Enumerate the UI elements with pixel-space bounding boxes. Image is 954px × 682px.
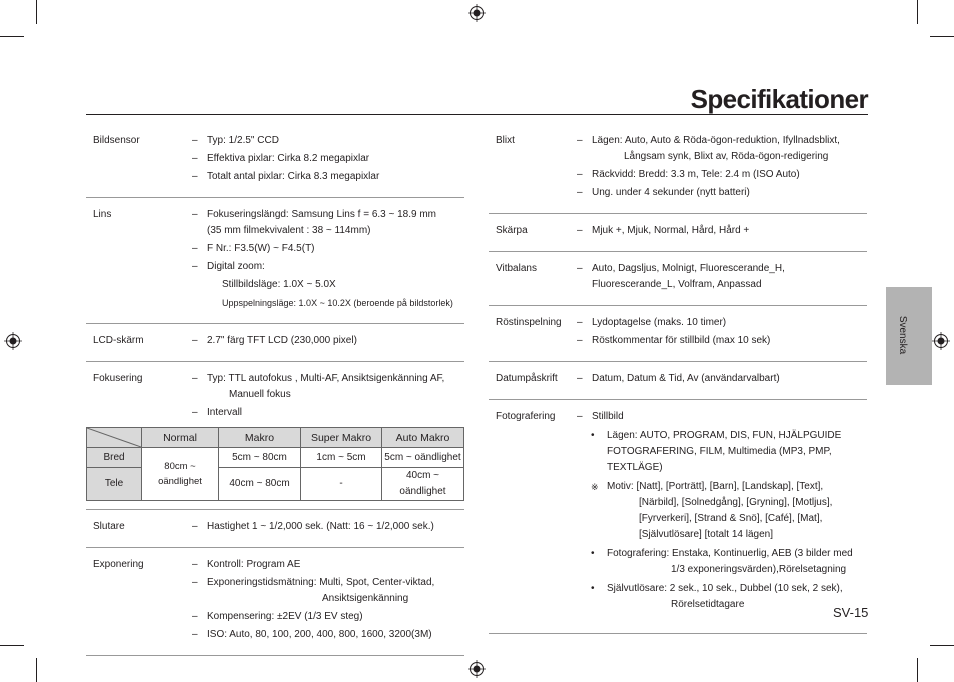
spec-label: Fotografering: [496, 411, 556, 422]
crop-mark: [36, 658, 37, 682]
language-tab-label: Svenska: [897, 315, 908, 355]
spec-row-rostinspelning: [489, 306, 867, 362]
crop-mark: [917, 0, 918, 24]
spec-label: Lins: [93, 209, 112, 220]
spec-bullet: • Självutlösare: 2 sek., 10 sek., Dubbel (10 sek, 2 sek), Rörelsetidtagare: [591, 583, 843, 610]
spec-row-lins: [86, 198, 464, 324]
spec-row-exponering: [86, 548, 464, 656]
spec-label: Vitbalans: [496, 263, 537, 274]
spec-label: Skärpa: [496, 225, 528, 236]
spec-label: Fokusering: [93, 373, 143, 384]
spec-row-fotografering: [489, 400, 867, 634]
diagonal-line-icon: [87, 428, 141, 447]
spec-item: – Digital zoom:: [192, 261, 265, 272]
registration-mark-icon: [468, 660, 486, 678]
table-header-row: [87, 428, 464, 448]
spec-label: Blixt: [496, 135, 515, 146]
page-title: Specifikationer: [690, 84, 868, 114]
spec-item: – Lägen: Auto, Auto & Röda-ögon-reduktion, Ifyllnadsblixt, Långsam synk, Blixt av, Röda-ögon-redigering: [577, 135, 840, 162]
table-header-cell: Auto Makro: [382, 428, 464, 448]
table-header-cell: Super Makro: [301, 428, 382, 448]
spec-item: – Totalt antal pixlar: Cirka 8.3 megapixlar: [192, 171, 380, 182]
spec-column-left: [86, 124, 464, 656]
table-corner-cell: [87, 428, 142, 448]
spec-item: – Typ: 1/2.5" CCD: [192, 135, 279, 146]
spec-item: – Intervall: [192, 407, 243, 418]
table-cell: 5cm ~ 80cm: [219, 448, 301, 468]
focus-range-table: [86, 427, 464, 501]
spec-bullet: • Lägen: AUTO, PROGRAM, DIS, FUN, HJÄLPGUIDE FOTOGRAFERING, FILM, Multimedia (MP3, PMP, TEXTLÄGE): [591, 430, 842, 473]
table-row: [87, 448, 464, 468]
crop-mark: [917, 658, 918, 682]
spec-item: – Exponeringstidsmätning: Multi, Spot, Center-viktad, Ansiktsigenkänning: [192, 577, 435, 604]
table-header-cell: Normal: [142, 428, 219, 448]
spec-item: – 2.7" färg TFT LCD (230,000 pixel): [192, 335, 357, 346]
table-cell: -: [301, 468, 382, 501]
table-cell: 40cm ~ 80cm: [219, 468, 301, 501]
spec-row-slutare: [86, 509, 464, 548]
spec-bullet: • Fotografering: Enstaka, Kontinuerlig, AEB (3 bilder med 1/3 exponeringsvärden),Rörelsetagning: [591, 548, 853, 575]
table-row-header: Bred: [87, 448, 142, 468]
spec-label: Datumpåskrift: [496, 373, 558, 384]
table-header-cell: Makro: [219, 428, 301, 448]
registration-mark-icon: [932, 332, 950, 350]
spec-label: Röstinspelning: [496, 317, 562, 328]
spec-item: – Lydoptagelse (maks. 10 timer): [577, 317, 727, 328]
spec-label: Slutare: [93, 521, 125, 532]
page-number: SV-15: [833, 605, 869, 620]
spec-row-vitbalans: [489, 252, 867, 306]
spec-subitem: Uppspelningsläge: 1.0X ~ 10.2X (beroende på bildstorlek): [222, 298, 453, 308]
table-row-header: Tele: [87, 468, 142, 501]
crop-mark: [930, 645, 954, 646]
spec-label: Bildsensor: [93, 135, 140, 146]
table-cell: 5cm ~ oändlighet: [382, 448, 464, 468]
spec-item: – Auto, Dagsljus, Molnigt, Fluorescerande_H, Fluorescerande_L, Volfram, Anpassad: [577, 263, 785, 290]
note-mark-icon: ※: [591, 482, 599, 492]
spec-item: – Kompensering: ±2EV (1/3 EV steg): [192, 611, 363, 622]
registration-mark-icon: [4, 332, 22, 350]
spec-row-blixt: [489, 124, 867, 214]
crop-mark: [0, 36, 24, 37]
spec-item: – Fokuseringslängd: Samsung Lins f = 6.3 ~ 18.9 mm (35 mm filmekvivalent : 38 ~ 114mm): [192, 209, 437, 236]
table-cell: 1cm ~ 5cm: [301, 448, 382, 468]
spec-item: – ISO: Auto, 80, 100, 200, 400, 800, 1600, 3200(3M): [192, 629, 432, 640]
spec-item: – Ung. under 4 sekunder (nytt batteri): [577, 187, 750, 198]
spec-label: LCD-skärm: [93, 335, 144, 346]
spec-label: Exponering: [93, 559, 144, 570]
spec-note: ※ Motiv: [Natt], [Porträtt], [Barn], [Landskap], [Text], [Närbild], [Solnedgång], [Gryning], [Motljus], [Fyrverkeri], [Strand & Snö], [Café], [Mat], [Självutlösare] [totalt 14 lägen]: [591, 481, 833, 540]
crop-mark: [36, 0, 37, 24]
crop-mark: [930, 36, 954, 37]
registration-mark-icon: [468, 4, 486, 22]
spec-item: – Hastighet 1 ~ 1/2,000 sek. (Natt: 16 ~ 1/2,000 sek.): [192, 521, 434, 532]
spec-item: – Räckvidd: Bredd: 3.3 m, Tele: 2.4 m (ISO Auto): [577, 169, 800, 180]
language-tab: [886, 287, 932, 385]
spec-item: – Effektiva pixlar: Cirka 8.2 megapixlar: [192, 153, 370, 164]
table-cell: 40cm ~ oändlighet: [382, 468, 464, 501]
table-cell: 80cm ~ oändlighet: [142, 448, 219, 501]
title-rule: [86, 114, 868, 115]
spec-item: – Stillbild: [577, 411, 624, 422]
spec-item: – Mjuk +, Mjuk, Normal, Hård, Hård +: [577, 225, 750, 236]
spec-item: – Kontroll: Program AE: [192, 559, 301, 570]
spec-item: – F Nr.: F3.5(W) ~ F4.5(T): [192, 243, 315, 254]
spec-row-bildsensor: [86, 124, 464, 198]
spec-row-fokusering: [86, 362, 464, 427]
spec-row-lcd: [86, 324, 464, 362]
spec-item: – Typ: TTL autofokus , Multi-AF, Ansiktsigenkänning AF, Manuell fokus: [192, 373, 445, 400]
crop-mark: [0, 645, 24, 646]
spec-subitem: Stillbildsläge: 1.0X ~ 5.0X: [222, 279, 336, 290]
spec-item: – Röstkommentar för stillbild (max 10 sek): [577, 335, 771, 346]
spec-item: – Datum, Datum & Tid, Av (användarvalbart): [577, 373, 780, 384]
spec-row-skarpa: [489, 214, 867, 252]
spec-column-right: [489, 124, 867, 634]
spec-row-datum: [489, 362, 867, 400]
